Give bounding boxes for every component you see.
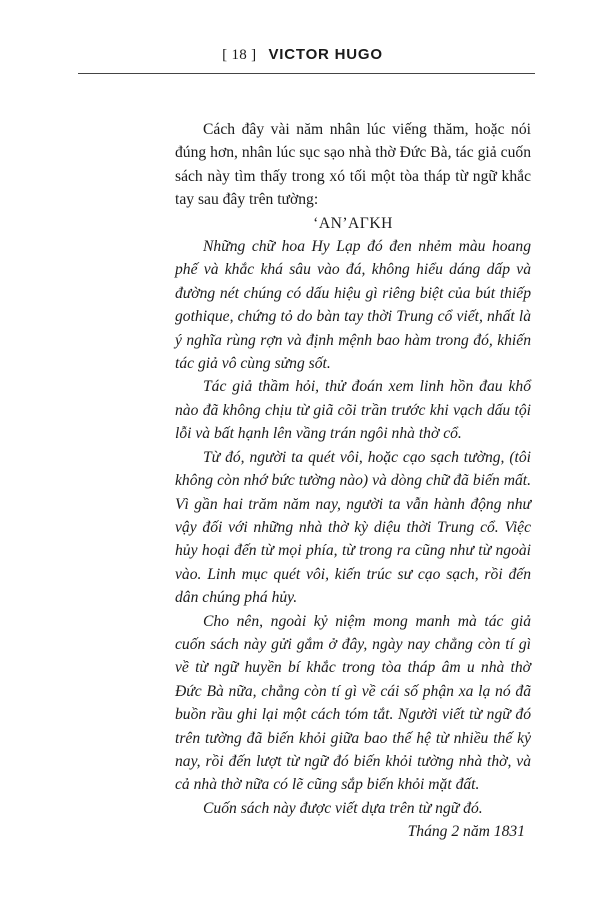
header-divider [78, 73, 535, 74]
paragraph-1: Những chữ hoa Hy Lạp đó đen nhẻm màu hoang phế và khắc khá sâu vào đá, không hiểu dáng dấp và đường nét chúng có dấu hiệu gì riêng biệt của bút thiếp gothique, chứng tỏ do bàn tay thời Trung cổ viết, nhất là ý nghĩa rùng rợn và định mệnh bao hàm trong đó, khiến tác giả vô cùng sửng sốt. [175, 238, 531, 373]
page-number: [ 18 ] [222, 47, 257, 63]
paragraph-4: Cho nên, ngoài kỷ niệm mong manh mà tác giả cuốn sách này gửi gắm ở đây, ngày nay chẳng còn tí gì về từ ngữ huyền bí khắc trong tòa tháp âm u nhà thờ Đức Bà nữa, chẳng còn tí gì về cái số phận xa lạ nó đã buồn rầu ghi lại một cách tóm tắt. Người viết từ ngữ đó trên tường đã biến khỏi giữa bao thế hệ từ nhiều thế kỷ nay, rồi đến lượt từ ngữ đó biến khỏi tường nhà thờ, và cả nhà thờ nữa có lẽ cũng sắp biến khỏi mặt đất. [175, 612, 531, 794]
running-header [0, 46, 605, 64]
greek-inscription: ‘ANʼAΓKH [313, 214, 393, 232]
page-body [175, 118, 531, 844]
date-line: Tháng 2 năm 1831 [407, 823, 525, 841]
paragraph-5: Cuốn sách này được viết dựa trên từ ngữ đó. [203, 799, 483, 817]
running-title-author: VICTOR HUGO [268, 46, 383, 63]
intro-paragraph: Cách đây vài năm nhân lúc viếng thăm, hoặc nói đúng hơn, nhân lúc sục sạo nhà thờ Đức Bà, tác giả cuốn sách này tìm thấy trong xó tối một tòa tháp từ ngữ khắc tay sau đây trên tường: [175, 121, 531, 209]
paragraph-3: Từ đó, người ta quét vôi, hoặc cạo sạch tường, (tôi không còn nhớ bức tường nào) và dòng chữ đã biến mất. Vì gần hai trăm năm nay, người ta vẫn hành động như vậy đối với những nhà thờ kỳ diệu thời Trung cổ. Việc hủy hoại đến từ mọi phía, từ trong ra cũng như từ ngoài vào. Linh mục quét vôi, kiến trúc sư cạo sạch, rồi đến dân chúng phá hủy. [175, 448, 531, 607]
paragraph-2: Tác giả thầm hỏi, thử đoán xem linh hồn đau khổ nào đã không chịu từ giã cõi trần trước khi vạch dấu tội lỗi và bất hạnh lên vầng trán ngôi nhà thờ cổ. [175, 378, 531, 443]
